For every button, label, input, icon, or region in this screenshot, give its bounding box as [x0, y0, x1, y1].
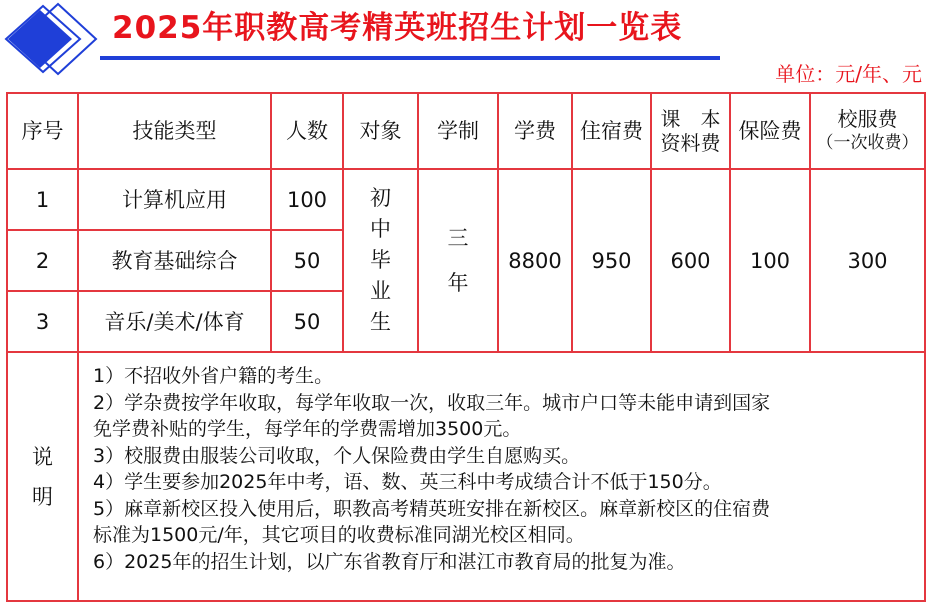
cell-books: 600 — [651, 169, 730, 352]
notes-label — [7, 352, 78, 601]
cell-lodging: 950 — [572, 169, 651, 352]
col-header-target: 对象 — [343, 93, 418, 169]
note-line: 5）麻章新校区投入使用后，职教高考精英班安排在新校区。麻章新校区的住宿费 — [93, 497, 771, 520]
cell-tuition: 8800 — [498, 169, 572, 352]
col-header-books-line2: 资料费 — [660, 131, 721, 155]
cell-seq: 3 — [7, 291, 78, 352]
note-line: 2）学杂费按学年收取，每学年收取一次，收取三年。城市户口等未能申请到国家 — [93, 391, 771, 414]
col-header-uniform — [810, 93, 925, 169]
cell-count: 50 — [271, 230, 343, 291]
cell-duration-char: 三 — [447, 225, 469, 250]
cell-target — [343, 169, 418, 352]
cell-skill: 教育基础综合 — [78, 230, 271, 291]
header-row — [7, 93, 925, 169]
cell-skill: 音乐/美术/体育 — [78, 291, 271, 352]
notes-label-char: 明 — [32, 484, 53, 509]
cell-target-char: 生 — [370, 310, 391, 334]
diamond-logo-icon — [2, 2, 98, 76]
col-header-lodging: 住宿费 — [572, 93, 651, 169]
page-title: 2025年职教高考精英班招生计划一览表 — [112, 10, 683, 46]
note-line: 6）2025年的招生计划，以广东省教育厅和湛江市教育局的批复为准。 — [93, 550, 686, 573]
col-header-count: 人数 — [271, 93, 343, 169]
cell-duration-char: 年 — [447, 270, 469, 295]
title-underline — [100, 56, 720, 60]
cell-count: 100 — [271, 169, 343, 230]
cell-target-char: 初 — [370, 186, 391, 210]
notes-row — [7, 352, 925, 601]
notes-label-char: 说 — [32, 444, 53, 469]
cell-target-char: 中 — [370, 217, 391, 241]
cell-insurance: 100 — [730, 169, 810, 352]
note-line: 标准为1500元/年，其它项目的收费标准同湖光校区相同。 — [93, 524, 585, 546]
col-header-duration: 学制 — [418, 93, 498, 169]
note-line: 4）学生要参加2025年中考，语、数、英三科中考成绩合计不低于150分。 — [93, 471, 722, 493]
unit-note: 单位：元/年、元 — [775, 62, 922, 86]
notes-content — [78, 352, 925, 601]
col-header-uniform-line2: （一次收费） — [816, 133, 919, 153]
enrollment-table — [6, 92, 926, 602]
cell-uniform: 300 — [810, 169, 925, 352]
col-header-books — [651, 93, 730, 169]
cell-target-char: 毕 — [370, 248, 391, 272]
cell-count: 50 — [271, 291, 343, 352]
note-line: 1）不招收外省户籍的考生。 — [93, 365, 334, 387]
col-header-insurance: 保险费 — [730, 93, 810, 169]
cell-seq: 1 — [7, 169, 78, 230]
col-header-skill: 技能类型 — [78, 93, 271, 169]
col-header-seq: 序号 — [7, 93, 78, 169]
note-line: 免学费补贴的学生，每学年的学费需增加3500元。 — [93, 418, 522, 440]
note-line: 3）校服费由服装公司收取，个人保险费由学生自愿购买。 — [93, 444, 581, 467]
cell-duration — [418, 169, 498, 352]
cell-seq: 2 — [7, 230, 78, 291]
cell-skill: 计算机应用 — [78, 169, 271, 230]
col-header-uniform-line1: 校服费 — [837, 107, 898, 131]
cell-target-char: 业 — [370, 279, 391, 303]
col-header-tuition: 学费 — [498, 93, 572, 169]
col-header-books-line1: 课 本 — [660, 107, 721, 131]
table-row — [7, 169, 925, 230]
